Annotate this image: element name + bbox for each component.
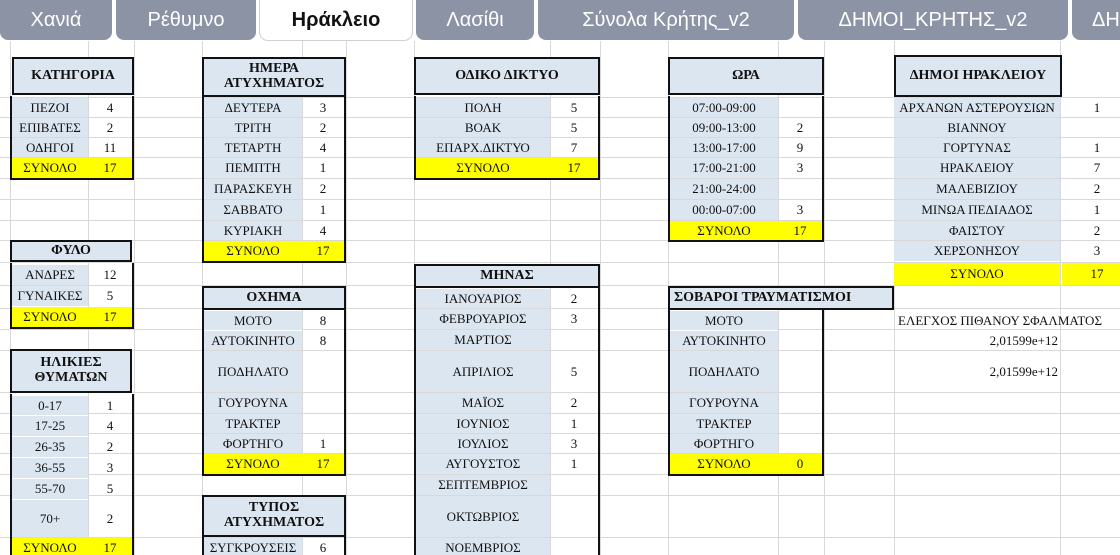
imera-label: ΔΕΥΤΕΡΑ <box>204 98 302 117</box>
odiko-header: ΟΔΙΚΟ ΔΙΚΤΥΟ <box>414 57 600 95</box>
oxima-total-value: 17 <box>302 454 344 474</box>
imera-value: 3 <box>319 99 327 115</box>
ora-value: 9 <box>796 139 804 155</box>
imera-label: ΚΥΡΙΑΚΗ <box>204 221 302 240</box>
katigoria-value: 2 <box>106 119 114 135</box>
minas-label: ΜΑΡΤΙΟΣ <box>416 330 550 350</box>
typos-value: 6 <box>319 540 327 555</box>
oxima-value: 8 <box>319 312 327 328</box>
fylo-label: ΓΥΝΑΙΚΕΣ <box>12 286 88 306</box>
sheet-tab-more[interactable]: ΔΗ <box>1072 0 1120 40</box>
typos-header: ΤΥΠΟΣ ΑΤΥΧΗΜΑΤΟΣ <box>202 495 346 537</box>
dimoi-label: ΗΡΑΚΛΕΙΟΥ <box>894 158 1060 178</box>
imera-value: 2 <box>319 119 327 135</box>
katigoria-label: ΟΔΗΓΟΙ <box>12 138 88 157</box>
minas-value: 2 <box>570 395 578 411</box>
gridline-col <box>134 41 135 555</box>
ora-label: 17:00-21:00 <box>670 158 778 178</box>
dimoi-value <box>1062 118 1120 137</box>
ora-value <box>778 98 822 117</box>
imera-label: ΠΕΜΠΤΗ <box>204 158 302 178</box>
katigoria-label: ΕΠΙΒΑΤΕΣ <box>12 118 88 137</box>
minas-label: ΝΟΕΜΒΡΙΟΣ <box>416 538 550 555</box>
sovaroi-label: ΠΟΔΗΛΑΤΟ <box>670 351 778 392</box>
minas-label: ΜΑΪΟΣ <box>416 393 550 413</box>
ilikies-value: 1 <box>106 397 114 413</box>
fylo-total-value: 17 <box>88 307 132 327</box>
sovaroi-value <box>778 434 822 453</box>
sheet-tab-bar <box>0 0 1120 41</box>
minas-value: 2 <box>570 290 578 306</box>
katigoria-total-value: 17 <box>88 158 132 178</box>
dimoi-total-label: ΣΥΝΟΛΟ <box>894 263 1060 285</box>
ora-value: 3 <box>796 202 804 218</box>
ora-label: 00:00-07:00 <box>670 200 778 220</box>
minas-value: 5 <box>570 363 578 379</box>
sovaroi-header: ΣΟΒΑΡΟΙ ΤΡΑΥΜΑΤΙΣΜΟΙ <box>668 286 894 310</box>
sovaroi-label: ΤΡΑΚΤΕΡ <box>670 414 778 433</box>
ora-value: 3 <box>796 160 804 176</box>
minas-value: 1 <box>570 456 578 472</box>
odiko-label: ΒΟΑΚ <box>416 118 550 137</box>
sovaroi-value <box>778 351 822 392</box>
katigoria-value: 4 <box>106 99 114 115</box>
oxima-label: ΦΟΡΤΗΓΟ <box>204 434 302 453</box>
dimoi-value: 7 <box>1093 160 1101 176</box>
dimoi-label: ΓΟΡΤΥΝΑΣ <box>894 138 1060 157</box>
ora-label: 07:00-09:00 <box>670 98 778 117</box>
ilikies-label: 17-25 <box>12 416 88 436</box>
fylo-label: ΑΝΔΡΕΣ <box>12 265 88 285</box>
sovaroi-value <box>778 414 822 433</box>
dimoi-label: ΑΡΧΑΝΩΝ ΑΣΤΕΡΟΥΣΙΩΝ <box>894 98 1060 117</box>
dimoi-value: 1 <box>1093 139 1101 155</box>
gridline-col <box>10 41 11 555</box>
ora-header: ΩΡΑ <box>668 57 824 95</box>
sheet-tab-irakleio[interactable]: Ηράκλειο <box>260 0 412 40</box>
dimoi-label: ΧΕΡΣΟΝΗΣΟΥ <box>894 241 1060 261</box>
dimoi-label: ΜΑΛΕΒΙΖΙΟΥ <box>894 179 1060 199</box>
gridline-col <box>346 41 347 555</box>
ilikies-total-label: ΣΥΝΟΛΟ <box>12 538 88 555</box>
error-check-label: ΕΛΕΓΧΟΣ ΠΙΘΑΝΟΥ ΣΦΑΛΜΑΤΟΣ <box>898 312 1103 328</box>
sheet-tab-dimoi-kritis[interactable]: ΔΗΜΟΙ_ΚΡΗΤΗΣ_v2 <box>798 0 1068 40</box>
imera-value: 2 <box>319 181 327 197</box>
odiko-label: ΕΠΑΡΧ.ΔΙΚΤΥΟ <box>416 138 550 157</box>
ilikies-label: 0-17 <box>12 396 88 415</box>
oxima-value: 8 <box>319 332 327 348</box>
oxima-label: ΜΟΤΟ <box>204 311 302 330</box>
sovaroi-total-label: ΣΥΝΟΛΟ <box>670 454 778 474</box>
ilikies-value: 5 <box>106 481 114 497</box>
dimoi-label: ΦΑΙΣΤΟΥ <box>894 221 1060 240</box>
dimoi-header: ΔΗΜΟΙ ΗΡΑΚΛΕΙΟΥ <box>894 55 1062 97</box>
ora-label: 21:00-24:00 <box>670 179 778 199</box>
sheet-tab-chania[interactable]: Χανιά <box>0 0 112 40</box>
ilikies-value: 2 <box>106 510 114 526</box>
katigoria-value: 11 <box>103 139 117 155</box>
oxima-value: 1 <box>319 435 327 451</box>
fylo-total-label: ΣΥΝΟΛΟ <box>12 307 88 327</box>
dimoi-label: ΒΙΑΝΝΟΥ <box>894 118 1060 137</box>
ora-label: 09:00-13:00 <box>670 118 778 137</box>
odiko-label: ΠΟΛΗ <box>416 98 550 117</box>
odiko-value: 7 <box>570 139 578 155</box>
odiko-value: 5 <box>570 119 578 135</box>
minas-label: ΑΠΡΙΛΙΟΣ <box>416 351 550 392</box>
imera-value: 4 <box>319 222 327 238</box>
odiko-value: 5 <box>570 99 578 115</box>
error-check-value-1: 2,01599e+12 <box>989 332 1058 348</box>
oxima-label: ΓΟΥΡΟΥΝΑ <box>204 393 302 413</box>
minas-value: 1 <box>570 415 578 431</box>
odiko-total-value: 17 <box>550 158 598 178</box>
ilikies-value: 3 <box>106 460 114 476</box>
minas-label: ΟΚΤΩΒΡΙΟΣ <box>416 496 550 537</box>
imera-label: ΤΡΙΤΗ <box>204 118 302 137</box>
typos-label: ΣΥΓΚΡΟΥΣΕΙΣ <box>204 538 302 555</box>
ora-value: 2 <box>796 119 804 135</box>
minas-value <box>550 475 598 495</box>
ilikies-label: 55-70 <box>12 479 88 499</box>
minas-value <box>550 538 598 555</box>
ora-value <box>778 179 822 199</box>
sheet-tab-synola-kritis[interactable]: Σύνολα Κρήτης_v2 <box>538 0 794 40</box>
ilikies-total-value: 17 <box>88 538 132 555</box>
dimoi-value: 1 <box>1093 99 1101 115</box>
minas-label: ΑΥΓΟΥΣΤΟΣ <box>416 454 550 474</box>
odiko-total-label: ΣΥΝΟΛΟ <box>416 158 550 178</box>
ilikies-header: ΗΛΙΚΙΕΣ ΘΥΜΑΤΩΝ <box>10 349 132 393</box>
ilikies-label: 70+ <box>12 500 88 537</box>
ilikies-label: 26-35 <box>12 437 88 457</box>
oxima-label: ΑΥΤΟΚΙΝΗΤΟ <box>204 331 302 350</box>
imera-value: 4 <box>319 139 327 155</box>
oxima-header: ΟΧΗΜΑ <box>202 286 346 310</box>
imera-value: 1 <box>319 202 327 218</box>
error-check-value-2: 2,01599e+12 <box>989 363 1058 379</box>
oxima-value <box>302 414 344 433</box>
imera-total-value: 17 <box>302 241 344 261</box>
sovaroi-label: ΜΟΤΟ <box>670 311 778 330</box>
sovaroi-label: ΓΟΥΡΟΥΝΑ <box>670 393 778 413</box>
minas-header: ΜΗΝΑΣ <box>414 264 600 288</box>
imera-label: ΤΕΤΑΡΤΗ <box>204 138 302 157</box>
ilikies-value: 2 <box>106 439 114 455</box>
oxima-label: ΤΡΑΚΤΕΡ <box>204 414 302 433</box>
minas-label: ΙΟΥΝΙΟΣ <box>416 414 550 433</box>
ora-total-value: 17 <box>778 221 822 240</box>
minas-label: ΙΑΝΟΥΑΡΙΟΣ <box>416 289 550 308</box>
fylo-header: ΦΥΛΟ <box>10 240 132 262</box>
dimoi-label: ΜΙΝΩΑ ΠΕΔΙΑΔΟΣ <box>894 200 1060 220</box>
oxima-value <box>302 351 344 392</box>
spreadsheet-grid[interactable] <box>0 41 1120 555</box>
ilikies-label: 36-55 <box>12 458 88 478</box>
dimoi-value: 3 <box>1093 243 1101 259</box>
sovaroi-value <box>778 393 822 413</box>
sovaroi-value <box>778 331 822 350</box>
oxima-value <box>302 393 344 413</box>
sheet-tab-rethymno[interactable]: Ρέθυμνο <box>116 0 256 40</box>
minas-value: 3 <box>570 311 578 327</box>
oxima-total-label: ΣΥΝΟΛΟ <box>204 454 302 474</box>
dimoi-value: 2 <box>1093 222 1101 238</box>
sovaroi-value <box>778 311 822 330</box>
katigoria-total-label: ΣΥΝΟΛΟ <box>12 158 88 178</box>
sovaroi-label: ΑΥΤΟΚΙΝΗΤΟ <box>670 331 778 350</box>
gridline-col <box>414 41 415 555</box>
imera-header: ΗΜΕΡΑ ΑΤΥΧΗΜΑΤΟΣ <box>202 57 346 97</box>
sovaroi-label: ΦΟΡΤΗΓΟ <box>670 434 778 453</box>
katigoria-header: ΚΑΤΗΓΟΡΙΑ <box>12 57 134 95</box>
imera-value: 1 <box>319 160 327 176</box>
dimoi-value: 1 <box>1093 202 1101 218</box>
minas-value: 3 <box>570 435 578 451</box>
minas-label: ΙΟΥΛΙΟΣ <box>416 434 550 453</box>
ilikies-value: 4 <box>106 418 114 434</box>
dimoi-value: 2 <box>1093 181 1101 197</box>
fylo-value: 5 <box>106 288 114 304</box>
ora-total-label: ΣΥΝΟΛΟ <box>670 221 778 240</box>
katigoria-label: ΠΕΖΟΙ <box>12 98 88 117</box>
gridline-col <box>1060 41 1061 555</box>
fylo-value: 12 <box>103 267 117 283</box>
sheet-tab-lasithi[interactable]: Λασίθι <box>416 0 534 40</box>
imera-label: ΠΑΡΑΣΚΕΥΗ <box>204 179 302 199</box>
imera-label: ΣΑΒΒΑΤΟ <box>204 200 302 220</box>
dimoi-total-value: 17 <box>1062 263 1120 285</box>
sovaroi-total-value: 0 <box>778 454 822 474</box>
imera-total-label: ΣΥΝΟΛΟ <box>204 241 302 261</box>
minas-value <box>550 496 598 537</box>
minas-value <box>550 330 598 350</box>
minas-label: ΦΕΒΡΟΥΑΡΙΟΣ <box>416 309 550 329</box>
gridline-col <box>600 41 601 555</box>
ora-label: 13:00-17:00 <box>670 138 778 157</box>
minas-label: ΣΕΠΤΕΜΒΡΙΟΣ <box>416 475 550 495</box>
oxima-label: ΠΟΔΗΛΑΤΟ <box>204 351 302 392</box>
